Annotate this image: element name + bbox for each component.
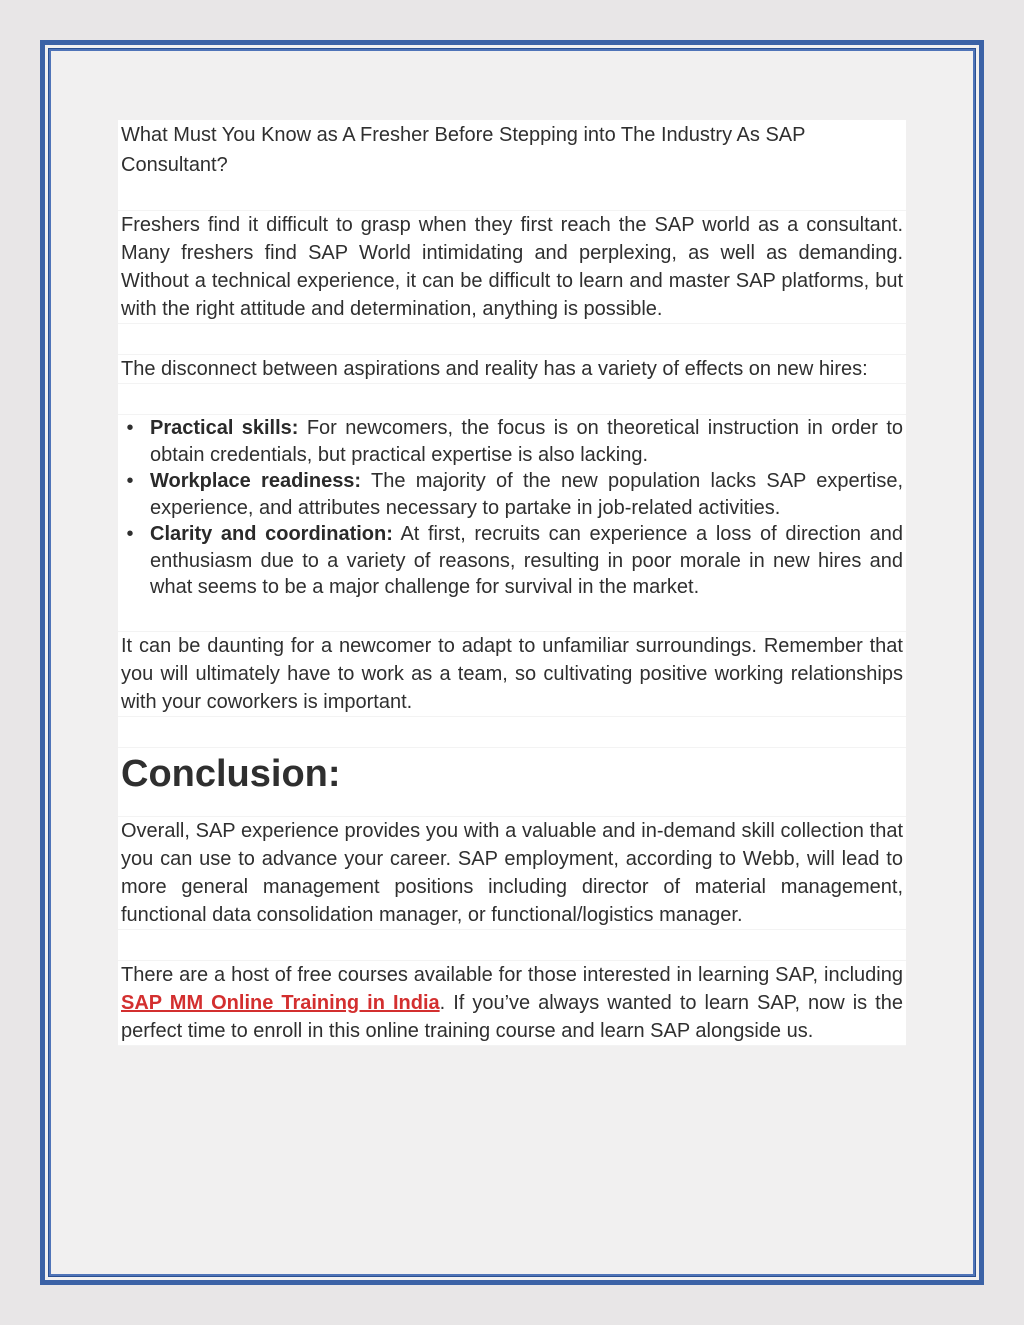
sap-mm-training-link[interactable]: SAP MM Online Training in India xyxy=(121,991,440,1014)
intro-paragraph: Freshers find it difficult to grasp when they first reach the SAP world as a consultant. Many freshers find SAP World intimidating and perplexing, as well as demanding. Without a technical experience, it can be difficult to learn and master SAP platforms, but with the right attitude and determination, anything is possible. xyxy=(118,211,906,324)
bullet-label: Workplace readiness: xyxy=(150,470,362,492)
spacer xyxy=(118,384,906,415)
bullet-dot-icon: • xyxy=(126,470,134,492)
spacer xyxy=(118,601,906,632)
article xyxy=(118,120,906,1046)
effects-paragraph: The disconnect between aspirations and reality has a variety of effects on new hires: xyxy=(118,355,906,384)
courses-paragraph xyxy=(118,961,906,1046)
article-title: What Must You Know as A Fresher Before Stepping into The Industry As SAP Consultant? xyxy=(121,124,806,176)
bullet-label: Clarity and coordination: xyxy=(150,523,393,545)
courses-text-before: There are a host of free courses available for those interested in learning SAP, including xyxy=(121,963,903,986)
spacer xyxy=(118,180,906,211)
list-item xyxy=(126,468,904,521)
list-item xyxy=(126,415,903,468)
bullet-dot-icon: • xyxy=(126,417,134,439)
spacer xyxy=(118,324,906,355)
daunting-paragraph: It can be daunting for a newcomer to adapt to unfamiliar surroundings. Remember that you will ultimately have to work as a team, so cultivating positive working relationships with your coworkers is important. xyxy=(118,632,906,717)
bullet-text: For newcomers, the focus is on theoretical instruction in order to obtain credentials, but practical expertise is also lacking. xyxy=(150,417,903,466)
bullet-dot-icon: • xyxy=(126,523,134,545)
bullet-text: The majority of the new population lacks SAP expertise, experience, and attributes necessary to partake in job-related activities. xyxy=(150,470,904,519)
list-item xyxy=(126,521,904,601)
spacer xyxy=(118,800,906,817)
courses-text-after: . If you’ve always wanted to learn SAP, now is the perfect time to enroll in this online training course and learn SAP alongside us. xyxy=(121,991,903,1042)
bullet-label: Practical skills: xyxy=(150,417,299,439)
bullet-text: At first, recruits can experience a loss of direction and enthusiasm due to a variety of reasons, resulting in poor morale in new hires and what seems to be a major challenge for survival in the market. xyxy=(150,523,904,598)
spacer xyxy=(118,930,906,961)
conclusion-paragraph: Overall, SAP experience provides you with a valuable and in-demand skill collection that you can use to advance your career. SAP employment, according to Webb, will lead to more general management positions including director of material management, functional data consolidation manager, or functional/logistics manager. xyxy=(118,817,906,930)
conclusion-heading: Conclusion: xyxy=(121,752,341,795)
spacer xyxy=(118,717,906,748)
effects-list xyxy=(118,415,906,601)
